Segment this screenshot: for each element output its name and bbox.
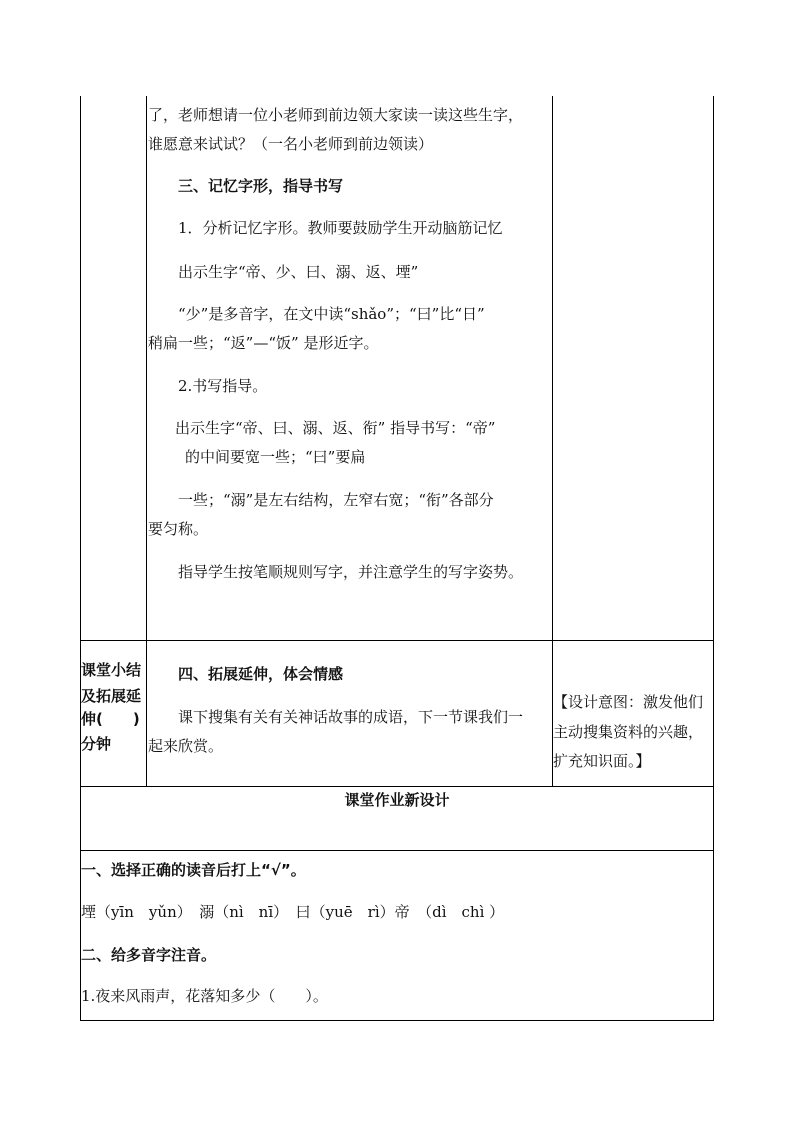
section-heading-memory: 三、记忆字形，指导书写 (178, 177, 344, 195)
col-divider-1 (146, 96, 147, 786)
row-divider-summary (80, 640, 714, 641)
row-divider-homework (80, 786, 714, 787)
row-label-summary: 课堂小结 (81, 661, 142, 679)
shown-characters: 出示生字“帝、少、曰、溺、返、堙” (178, 263, 419, 281)
row-label-summary: 伸( ) (81, 710, 140, 728)
question-2-heading: 二、给多音字注音。 (81, 946, 217, 964)
question-1-items: 堙（yīn yǔn） 溺（nì nī） 曰（yuē rì）帝 （dì chì ） (81, 903, 505, 921)
extension-content: 课下搜集有关有关神话故事的成语，下一节课我们一 (178, 708, 524, 726)
table-bottom-border (80, 1020, 714, 1021)
lesson-paragraph-line: 谁愿意来试试？（一名小老师到前边领读） (148, 135, 434, 153)
table-right-border (713, 96, 714, 1021)
section-heading-extension: 四、拓展延伸，体会情感 (178, 665, 344, 683)
design-intent: 主动搜集资料的兴趣， (553, 723, 704, 741)
design-intent: 【设计意图：激发他们 (553, 693, 704, 711)
row-divider-homework-title (80, 850, 714, 851)
lesson-step-1: 1．分析记忆字形。教师要鼓励学生开动脑筋记忆 (178, 219, 503, 237)
col-divider-2 (552, 96, 553, 786)
row-label-summary: 及拓展延 (81, 687, 142, 705)
question-2-item: 1.夜来风雨声，花落知多少（ ）。 (81, 987, 328, 1005)
writing-guide: 指导学生按笔顺规则写字，并注意学生的写字姿势。 (178, 563, 524, 581)
pronunciation-note: 稍扁一些；“返”—“饭” 是形近字。 (148, 334, 379, 352)
writing-guide: 的中间要宽一些；“曰”要扁 (185, 448, 366, 466)
writing-guide: 出示生字“帝、曰、溺、返、衔” 指导书写：“帝” (175, 419, 496, 437)
writing-guide: 一些；“溺”是左右结构，左窄右宽；“衔”各部分 (178, 491, 494, 509)
homework-title: 课堂作业新设计 (344, 791, 450, 809)
lesson-step-2: 2.书写指导。 (178, 377, 268, 395)
writing-guide: 要匀称。 (148, 520, 209, 538)
lesson-paragraph-line: 了，老师想请一位小老师到前边领大家读一读这些生字， (148, 106, 524, 124)
pronunciation-note: “少”是多音字，在文中读“shǎo”；“曰”比“日” (178, 305, 485, 323)
extension-content: 起来欣赏。 (148, 737, 224, 755)
table-left-border (80, 96, 81, 1021)
row-label-summary: 分钟 (81, 735, 112, 753)
question-1-heading: 一、选择正确的读音后打上“√”。 (81, 861, 306, 879)
design-intent: 扩充知识面。】 (553, 752, 651, 770)
